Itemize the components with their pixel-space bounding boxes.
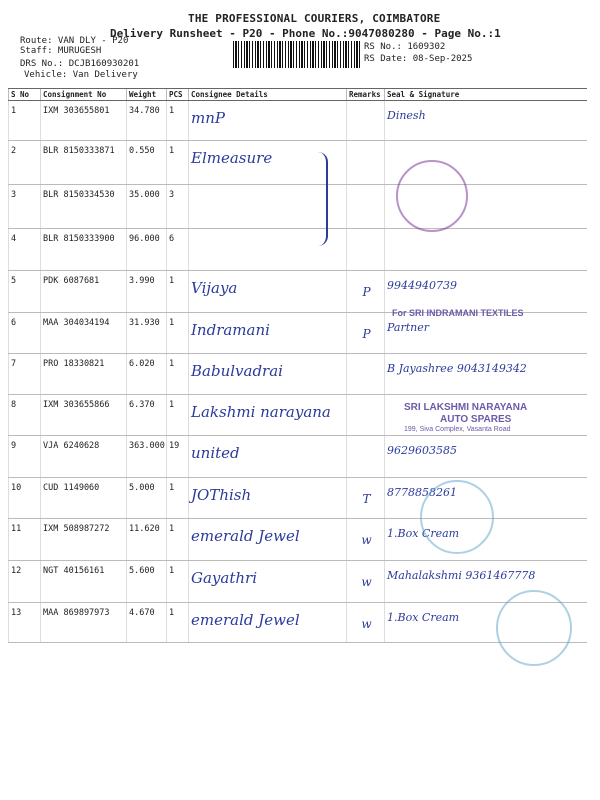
remarks-cell: T [347, 478, 385, 519]
consignee-cell: mnP [189, 101, 347, 141]
consignment-number-cell: CUD 1149060 [41, 478, 127, 519]
table-header-row [9, 89, 587, 101]
lakshmi-stamp-line1: SRI LAKSHMI NARAYANA [404, 402, 528, 413]
serial-number-cell: 2 [9, 141, 41, 185]
weight-cell: 0.550 [127, 141, 167, 185]
pieces-cell: 1 [167, 395, 189, 436]
consignment-number-cell: IXM 508987272 [41, 519, 127, 561]
vehicle-label: Vehicle: Van Delivery [24, 70, 138, 80]
table-row [9, 185, 587, 229]
consignment-number-cell: IXM 303655801 [41, 101, 127, 141]
pieces-cell: 1 [167, 141, 189, 185]
remarks-cell [347, 101, 385, 141]
signature-cell: Dinesh [385, 101, 587, 141]
signature-cell: Partner [385, 313, 587, 354]
pieces-cell: 3 [167, 185, 189, 229]
column-header: S No [9, 89, 41, 101]
lakshmi-stamp-line3: 199, Siva Complex, Vasanta Road [404, 426, 511, 433]
column-header: Weight [127, 89, 167, 101]
runsheet-table [8, 88, 587, 643]
drs-number: DRS No.: DCJB160930201 [20, 59, 140, 69]
weight-cell: 6.020 [127, 354, 167, 395]
pieces-cell: 1 [167, 519, 189, 561]
serial-number-cell: 11 [9, 519, 41, 561]
weight-cell: 11.620 [127, 519, 167, 561]
signature-cell: Mahalakshmi 9361467778 [385, 561, 587, 603]
company-seal-stamp [396, 160, 468, 232]
consignee-cell: united [189, 436, 347, 478]
remarks-cell [347, 229, 385, 271]
sheet-title: THE PROFESSIONAL COURIERS, COIMBATORE [188, 12, 441, 25]
table-row [9, 561, 587, 603]
weight-cell: 363.000 [127, 436, 167, 478]
consignment-number-cell: BLR 8150333900 [41, 229, 127, 271]
serial-number-cell: 6 [9, 313, 41, 354]
round-seal-stamp [496, 590, 572, 666]
signature-cell: 1.Box Cream [385, 519, 587, 561]
pieces-cell: 6 [167, 229, 189, 271]
consignment-number-cell: BLR 8150333871 [41, 141, 127, 185]
pieces-cell: 19 [167, 436, 189, 478]
weight-cell: 3.990 [127, 271, 167, 313]
serial-number-cell: 10 [9, 478, 41, 519]
table-row [9, 313, 587, 354]
remarks-cell [347, 436, 385, 478]
table-row [9, 141, 587, 185]
consignee-cell: Babulvadrai [189, 354, 347, 395]
weight-cell: 6.370 [127, 395, 167, 436]
consignment-number-cell: PDK 6087681 [41, 271, 127, 313]
serial-number-cell: 13 [9, 603, 41, 643]
pieces-cell: 1 [167, 561, 189, 603]
consignee-cell: Lakshmi narayana [189, 395, 347, 436]
table-row [9, 354, 587, 395]
remarks-cell [347, 141, 385, 185]
column-header: PCS [167, 89, 189, 101]
column-header: Remarks [347, 89, 385, 101]
serial-number-cell: 7 [9, 354, 41, 395]
staff-label: Staff: MURUGESH [20, 46, 102, 56]
pieces-cell: 1 [167, 101, 189, 141]
weight-cell: 31.930 [127, 313, 167, 354]
remarks-cell: w [347, 519, 385, 561]
remarks-cell: w [347, 561, 385, 603]
weight-cell: 5.000 [127, 478, 167, 519]
weight-cell: 34.780 [127, 101, 167, 141]
serial-number-cell: 3 [9, 185, 41, 229]
table-row [9, 101, 587, 141]
table-row [9, 519, 587, 561]
signature-cell: B Jayashree 9043149342 [385, 354, 587, 395]
sheet-subtitle: Delivery Runsheet - P20 - Phone No.:9047080280 - Page No.:1 [110, 27, 501, 40]
pieces-cell: 1 [167, 354, 189, 395]
signature-cell: 8778858261 [385, 478, 587, 519]
grouping-brace [318, 152, 328, 246]
rs-date: RS Date: 08-Sep-2025 [364, 54, 473, 64]
consignee-cell: Vijaya [189, 271, 347, 313]
serial-number-cell: 8 [9, 395, 41, 436]
consignee-cell: JOThish [189, 478, 347, 519]
remarks-cell [347, 354, 385, 395]
remarks-cell: w [347, 603, 385, 643]
weight-cell: 35.000 [127, 185, 167, 229]
pieces-cell: 1 [167, 313, 189, 354]
remarks-cell: P [347, 313, 385, 354]
consignee-cell: emerald Jewel [189, 519, 347, 561]
remarks-cell [347, 185, 385, 229]
remarks-cell: P [347, 271, 385, 313]
pieces-cell: 1 [167, 478, 189, 519]
serial-number-cell: 4 [9, 229, 41, 271]
serial-number-cell: 5 [9, 271, 41, 313]
signature-cell: 9944940739 [385, 271, 587, 313]
pieces-cell: 1 [167, 603, 189, 643]
serial-number-cell: 12 [9, 561, 41, 603]
weight-cell: 5.600 [127, 561, 167, 603]
table-row [9, 271, 587, 313]
column-header: Consignment No [41, 89, 127, 101]
consignee-cell: Gayathri [189, 561, 347, 603]
table-row [9, 229, 587, 271]
lakshmi-stamp-line2: AUTO SPARES [440, 414, 512, 425]
serial-number-cell: 1 [9, 101, 41, 141]
indramani-stamp-text: For SRI INDRAMANI TEXTILES [392, 308, 524, 318]
rs-number: RS No.: 1609302 [364, 42, 446, 52]
table-row [9, 478, 587, 519]
signature-cell: 1.Box Cream [385, 603, 587, 643]
route-label: Route: VAN DLY - P20 [20, 36, 129, 46]
consignment-number-cell: IXM 303655866 [41, 395, 127, 436]
consignment-number-cell: BLR 8150334530 [41, 185, 127, 229]
consignment-number-cell: VJA 6240628 [41, 436, 127, 478]
consignment-number-cell: PRO 18330821 [41, 354, 127, 395]
barcode [233, 41, 361, 68]
remarks-cell [347, 395, 385, 436]
serial-number-cell: 9 [9, 436, 41, 478]
table-row [9, 436, 587, 478]
consignment-number-cell: MAA 304034194 [41, 313, 127, 354]
column-header: Consignee Details [189, 89, 347, 101]
consignee-cell: Elmeasure [189, 141, 347, 185]
consignee-cell: emerald Jewel [189, 603, 347, 643]
weight-cell: 96.000 [127, 229, 167, 271]
signature-cell [385, 229, 587, 271]
round-seal-stamp [420, 480, 494, 554]
signature-cell: 9629603585 [385, 436, 587, 478]
column-header: Seal & Signature [385, 89, 587, 101]
consignee-cell: Indramani [189, 313, 347, 354]
consignment-number-cell: NGT 40156161 [41, 561, 127, 603]
pieces-cell: 1 [167, 271, 189, 313]
consignment-number-cell: MAA 869897973 [41, 603, 127, 643]
weight-cell: 4.670 [127, 603, 167, 643]
